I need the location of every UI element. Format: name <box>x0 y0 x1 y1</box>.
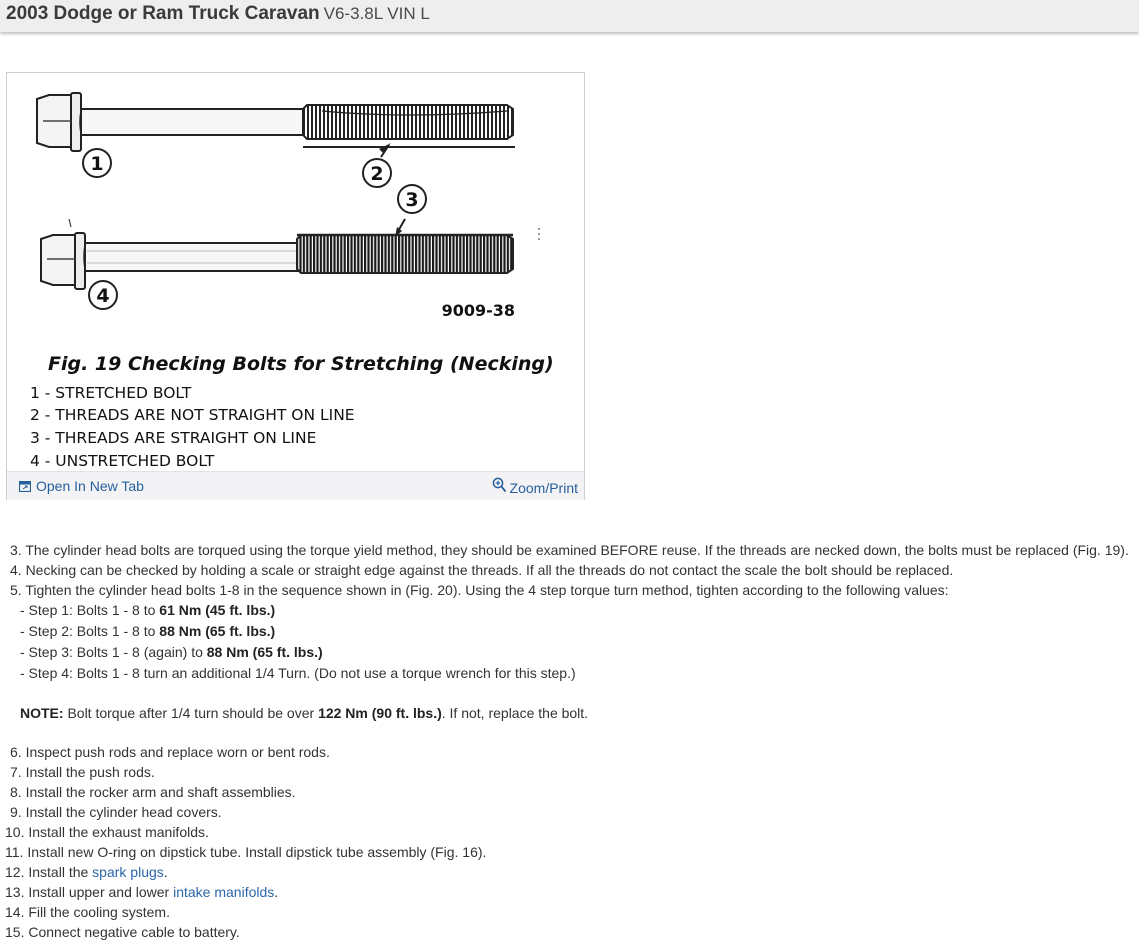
new-tab-icon <box>19 481 31 492</box>
zoom-print-label: Zoom/Print <box>509 480 578 496</box>
callout-2-label: 2 <box>370 163 384 185</box>
legend-item-2: 2 - THREADS ARE NOT STRAIGHT ON LINE <box>30 406 355 424</box>
sub-step-1-value: 61 Nm (45 ft. lbs.) <box>159 602 276 618</box>
open-in-new-tab-link[interactable] <box>19 478 144 494</box>
step-13-end: . <box>274 884 279 900</box>
figure-toolbar <box>7 471 584 500</box>
step-6: 6. Inspect push rods and replace worn or bent rods. <box>10 744 330 760</box>
bolt-diagram-image <box>7 73 584 471</box>
sub-step-2 <box>10 621 1135 642</box>
step-13-text: 13. Install upper and lower <box>5 884 174 900</box>
figure-box <box>6 72 585 500</box>
sub-step-3-value: 88 Nm (65 ft. lbs.) <box>206 644 323 660</box>
procedure-text <box>5 540 1135 942</box>
step-12-text: 12. Install the <box>5 864 93 880</box>
page-subtitle: V6-3.8L VIN L <box>323 4 430 23</box>
step-8: 8. Install the rocker arm and shaft assemblies. <box>10 784 296 800</box>
magnifier-icon <box>492 477 507 494</box>
step-7: 7. Install the push rods. <box>10 764 155 780</box>
page-header <box>0 0 1139 32</box>
unstretched-bolt-drawing <box>41 219 513 289</box>
more-options-icon[interactable] <box>537 228 541 243</box>
sub-step-2-text: - Step 2: Bolts 1 - 8 to <box>20 623 160 639</box>
callout-1-label: 1 <box>90 153 104 175</box>
legend-item-4: 4 - UNSTRETCHED BOLT <box>30 452 215 470</box>
stretched-bolt-drawing <box>37 93 515 151</box>
note-value: 122 Nm (90 ft. lbs.) <box>318 705 442 721</box>
sub-step-1-text: - Step 1: Bolts 1 - 8 to <box>20 602 160 618</box>
step-10: 10. Install the exhaust manifolds. <box>5 824 209 840</box>
note-label: NOTE: <box>20 705 64 721</box>
step-14: 14. Fill the cooling system. <box>5 904 170 920</box>
spark-plugs-link[interactable]: spark plugs <box>92 864 164 880</box>
open-in-new-tab-label: Open In New Tab <box>36 478 144 494</box>
sub-step-2-value: 88 Nm (65 ft. lbs.) <box>159 623 276 639</box>
sub-step-3 <box>10 642 1135 663</box>
step-13 <box>5 882 1135 902</box>
note-text-end: . If not, replace the bolt. <box>441 705 589 721</box>
callout-4-label: 4 <box>96 285 110 307</box>
page-title: 2003 Dodge or Ram Truck Caravan <box>6 3 320 24</box>
step-5: 5. Tighten the cylinder head bolts 1-8 in the sequence shown in (Fig. 20). Using the 4 step torque turn method, tighten according to the following values: <box>10 582 949 598</box>
legend-item-1: 1 - STRETCHED BOLT <box>30 384 192 402</box>
intake-manifolds-link[interactable]: intake manifolds <box>173 884 275 900</box>
sub-step-4: - Step 4: Bolts 1 - 8 turn an additional 1/4 Turn. (Do not use a torque wrench for this step.) <box>20 665 576 681</box>
sub-step-3-text: - Step 3: Bolts 1 - 8 (again) to <box>20 644 207 660</box>
zoom-print-link[interactable] <box>492 474 578 496</box>
step-15: 15. Connect negative cable to battery. <box>5 924 240 940</box>
step-3: 3. The cylinder head bolts are torqued using the torque yield method, they should be examined BEFORE reuse. If the threads are necked down, the bolts must be replaced (Fig. 19). <box>10 542 1129 558</box>
torque-note <box>10 703 1135 723</box>
step-11: 11. Install new O-ring on dipstick tube. Install dipstick tube assembly (Fig. 16). <box>5 844 487 860</box>
sub-step-1 <box>10 600 1135 621</box>
callout-3-label: 3 <box>405 189 419 211</box>
step-12 <box>5 862 1135 882</box>
figure-caption: Fig. 19 Checking Bolts for Stretching (Necking) <box>48 353 554 375</box>
step-9: 9. Install the cylinder head covers. <box>10 804 222 820</box>
step-12-end: . <box>163 864 168 880</box>
step-4: 4. Necking can be checked by holding a scale or straight edge against the threads. If all the threads do not contact the scale the bolt should be replaced. <box>10 562 954 578</box>
legend-item-3: 3 - THREADS ARE STRAIGHT ON LINE <box>30 429 317 447</box>
figure-number: 9009-38 <box>441 301 515 320</box>
note-text: Bolt torque after 1/4 turn should be over <box>63 705 319 721</box>
